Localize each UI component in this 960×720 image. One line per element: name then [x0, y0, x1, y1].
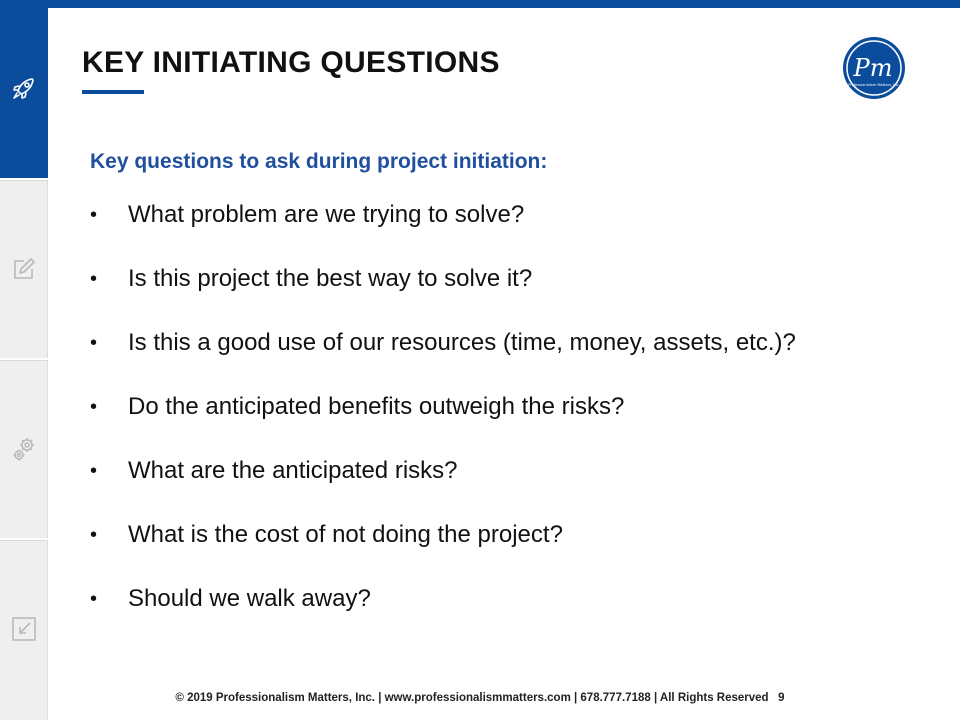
bullet-dot: • — [90, 204, 98, 226]
rocket-icon — [10, 74, 38, 102]
page-number: 9 — [778, 692, 785, 704]
slide-footer — [0, 692, 960, 704]
bullet-item — [90, 578, 796, 642]
bullet-dot: • — [90, 268, 98, 290]
gear-icon — [10, 435, 38, 463]
bullet-text: What is the cost of not doing the project? — [128, 521, 563, 548]
bullet-text: Do the anticipated benefits outweigh the risks? — [128, 393, 625, 420]
bullet-item — [90, 322, 796, 386]
bullet-dot: • — [90, 588, 98, 610]
bullet-text: What problem are we trying to solve? — [128, 201, 525, 228]
title-underline — [82, 90, 144, 94]
bullet-item — [90, 450, 796, 514]
sidebar — [0, 0, 48, 720]
bullet-dot: • — [90, 524, 98, 546]
slide-title: KEY INITIATING QUESTIONS — [82, 46, 500, 79]
sidebar-item-settings[interactable] — [0, 360, 48, 538]
bullet-item — [90, 386, 796, 450]
bullet-item — [90, 194, 796, 258]
collapse-icon — [10, 615, 38, 643]
top-accent-bar — [0, 0, 960, 8]
sidebar-item-initiation[interactable] — [0, 0, 48, 178]
bullet-item — [90, 514, 796, 578]
footer-text: © 2019 Professionalism Matters, Inc. | www.professionalismmatters.com | 678.777.7188 | All Rights Reserved — [175, 692, 769, 704]
slide-subtitle: Key questions to ask during project initiation: — [90, 150, 548, 173]
logo-ring-text: Professionalism Matters, Inc. — [848, 83, 900, 87]
bullet-dot: • — [90, 396, 98, 418]
bullet-dot: • — [90, 460, 98, 482]
bullet-text: Is this project the best way to solve it? — [128, 265, 533, 292]
bullet-item — [90, 258, 796, 322]
logo-monogram: Pm — [853, 54, 893, 82]
bullet-text: What are the anticipated risks? — [128, 457, 458, 484]
bullet-text: Should we walk away? — [128, 585, 371, 612]
sidebar-item-edit[interactable] — [0, 180, 48, 358]
bullet-list — [90, 194, 796, 642]
edit-icon — [10, 255, 38, 283]
company-logo — [842, 36, 906, 100]
bullet-dot: • — [90, 332, 98, 354]
bullet-text: Is this a good use of our resources (time, money, assets, etc.)? — [128, 329, 796, 356]
